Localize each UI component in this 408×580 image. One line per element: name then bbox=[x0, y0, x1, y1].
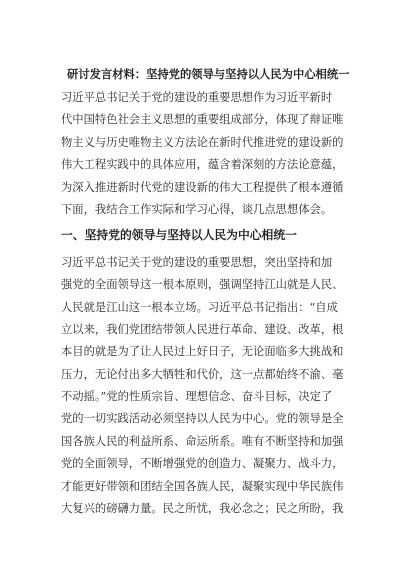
section-heading: 一、坚持党的领导与坚持以人民为中心相统一 bbox=[61, 228, 297, 243]
section-line: 人民就是江山这一根本立场。习近平总书记指出：“自成 bbox=[61, 300, 338, 314]
section-line: 习近平总书记关于党的建设的重要思想，突出坚持和加 bbox=[61, 255, 333, 269]
document-title: 研讨发言材料：坚持党的领导与坚持以人民为中心相统一 bbox=[67, 67, 350, 81]
document-body bbox=[61, 64, 349, 520]
section-line: 立以来，我们党团结带领人民进行革命、建设、改革，根 bbox=[61, 322, 344, 336]
intro-line: 为深入推进新时代党的建设新的伟大工程提供了根本遵循 bbox=[61, 180, 344, 194]
intro-line: 物主义与历史唯物主义方法论在新时代推进党的建设新的 bbox=[61, 135, 344, 149]
section-line: 国各族人民的利益所系、命运所系。唯有不断坚持和加强 bbox=[61, 434, 344, 448]
section-line: 党的一切实践活动必须坚持以人民为中心。党的领导是全 bbox=[61, 412, 344, 426]
section-line: 本目的就是为了让人民过上好日子，无论面临多大挑战和 bbox=[61, 345, 344, 359]
intro-paragraph bbox=[61, 87, 349, 221]
intro-line: 下面，我结合工作实际和学习心得，谈几点思想体会。 bbox=[61, 202, 333, 216]
intro-line: 习近平总书记关于党的建设的重要思想作为习近平新时 bbox=[61, 91, 333, 104]
section-paragraph bbox=[61, 252, 349, 521]
section-line: 党的全面领导，不断增强党的创造力、凝聚力、战斗力， bbox=[61, 457, 344, 471]
section-line: 不动摇。”党的性质宗旨、理想信念、奋斗目标，决定了 bbox=[61, 390, 333, 404]
section-line: 压力，无论付出多大牺牲和代价，这一点都始终不渝、毫 bbox=[61, 367, 344, 381]
section-line: 才能更好带领和团结全国各族人民，凝聚实现中华民族伟 bbox=[61, 479, 344, 493]
section-line: 强党的全面领导这一根本原则，强调坚持江山就是人民、 bbox=[61, 278, 344, 292]
section-line: 大复兴的磅礴力量。民之所忧，我必念之；民之所盼，我 bbox=[61, 502, 344, 516]
intro-line: 代中国特色社会主义思想的重要组成部分，体现了辩证唯 bbox=[61, 113, 344, 127]
intro-line: 伟大工程实践中的具体应用，蕴含着深刻的方法论意蕴， bbox=[61, 158, 344, 172]
